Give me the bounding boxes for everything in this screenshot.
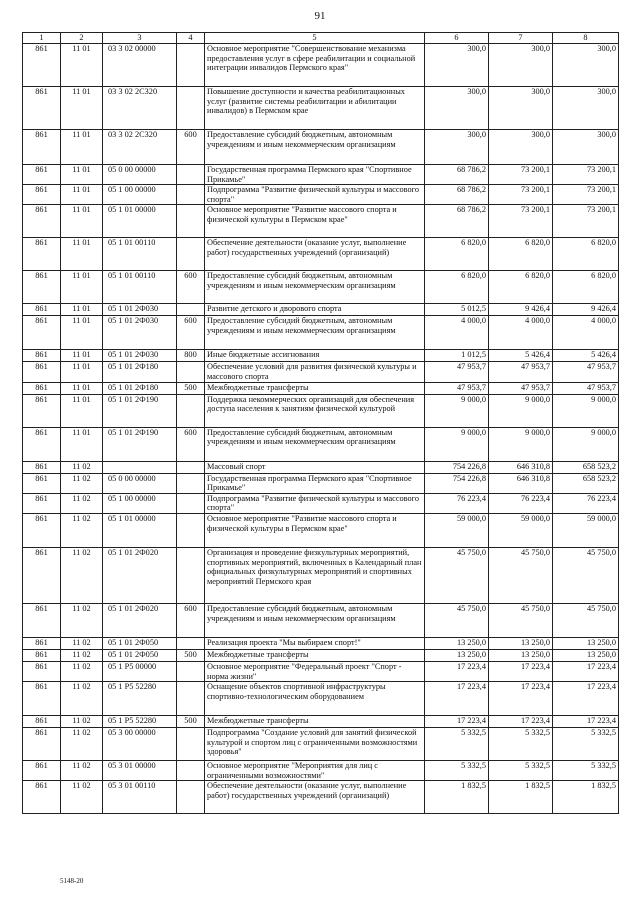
table-row	[23, 304, 619, 316]
cell-ministry-code: 861	[23, 682, 61, 716]
cell-expense-type	[177, 637, 205, 649]
header-col-1: 1	[23, 33, 61, 44]
cell-amount-3: 45 750,0	[553, 603, 619, 637]
cell-amount-2: 5 332,5	[489, 761, 553, 781]
cell-expense-type: 500	[177, 649, 205, 661]
cell-ministry-code: 861	[23, 493, 61, 513]
cell-target-code: 05 1 00 00000	[103, 185, 177, 205]
cell-target-code: 05 1 01 2Ф050	[103, 649, 177, 661]
table-row	[23, 781, 619, 814]
cell-amount-2: 300,0	[489, 44, 553, 87]
cell-amount-3: 5 332,5	[553, 761, 619, 781]
cell-ministry-code: 861	[23, 382, 61, 394]
cell-amount-1: 5 332,5	[425, 761, 489, 781]
cell-expense-type	[177, 661, 205, 681]
cell-ministry-code: 861	[23, 716, 61, 728]
cell-name: Межбюджетные трансферты	[205, 382, 425, 394]
cell-amount-3: 45 750,0	[553, 547, 619, 603]
cell-section-code: 11 01	[61, 130, 103, 165]
cell-amount-1: 17 223,4	[425, 682, 489, 716]
cell-expense-type	[177, 473, 205, 493]
cell-target-code: 05 1 01 2Ф190	[103, 427, 177, 461]
cell-name: Межбюджетные трансферты	[205, 649, 425, 661]
cell-amount-2: 73 200,1	[489, 185, 553, 205]
cell-amount-2: 17 223,4	[489, 661, 553, 681]
cell-expense-type	[177, 547, 205, 603]
cell-amount-3: 73 200,1	[553, 185, 619, 205]
cell-amount-1: 1 832,5	[425, 781, 489, 814]
cell-ministry-code: 861	[23, 461, 61, 473]
table-row	[23, 44, 619, 87]
cell-expense-type	[177, 362, 205, 382]
cell-expense-type	[177, 87, 205, 130]
cell-target-code: 05 1 P5 52280	[103, 682, 177, 716]
table-row	[23, 637, 619, 649]
cell-amount-1: 17 223,4	[425, 716, 489, 728]
cell-expense-type	[177, 761, 205, 781]
cell-ministry-code: 861	[23, 130, 61, 165]
cell-amount-3: 47 953,7	[553, 382, 619, 394]
cell-amount-2: 9 000,0	[489, 394, 553, 427]
header-col-8: 8	[553, 33, 619, 44]
cell-amount-2: 6 820,0	[489, 238, 553, 271]
cell-section-code: 11 02	[61, 716, 103, 728]
cell-name: Иные бюджетные ассигнования	[205, 350, 425, 362]
table-row	[23, 238, 619, 271]
cell-amount-3: 73 200,1	[553, 205, 619, 238]
cell-name: Предоставление субсидий бюджетным, автономным учреждениям и иным некоммерческим организациям	[205, 316, 425, 350]
cell-section-code: 11 01	[61, 238, 103, 271]
header-col-7: 7	[489, 33, 553, 44]
cell-amount-3: 9 000,0	[553, 427, 619, 461]
cell-section-code: 11 01	[61, 304, 103, 316]
cell-amount-3: 5 426,4	[553, 350, 619, 362]
cell-amount-3: 300,0	[553, 87, 619, 130]
table-row	[23, 728, 619, 761]
cell-amount-3: 17 223,4	[553, 661, 619, 681]
cell-amount-3: 658 523,2	[553, 473, 619, 493]
cell-expense-type: 600	[177, 130, 205, 165]
cell-amount-3: 73 200,1	[553, 165, 619, 185]
table-row	[23, 382, 619, 394]
cell-target-code: 05 3 01 00110	[103, 781, 177, 814]
cell-amount-1: 300,0	[425, 130, 489, 165]
cell-expense-type	[177, 461, 205, 473]
cell-name: Оснащение объектов спортивной инфраструктуры спортивно-технологическим оборудованием	[205, 682, 425, 716]
cell-ministry-code: 861	[23, 513, 61, 547]
cell-section-code: 11 02	[61, 637, 103, 649]
cell-amount-1: 6 820,0	[425, 271, 489, 304]
cell-amount-2: 5 426,4	[489, 350, 553, 362]
cell-expense-type	[177, 185, 205, 205]
cell-name: Обеспечение деятельности (оказание услуг, выполнение работ) государственных учреждений (организаций)	[205, 781, 425, 814]
cell-amount-3: 17 223,4	[553, 716, 619, 728]
cell-expense-type	[177, 781, 205, 814]
cell-amount-3: 300,0	[553, 130, 619, 165]
cell-section-code: 11 02	[61, 473, 103, 493]
cell-section-code: 11 02	[61, 761, 103, 781]
table-row	[23, 603, 619, 637]
cell-ministry-code: 861	[23, 637, 61, 649]
cell-expense-type	[177, 205, 205, 238]
cell-name: Поддержка некоммерческих организаций для обеспечения доступа населения к занятиям физической культурой	[205, 394, 425, 427]
cell-amount-2: 646 310,8	[489, 473, 553, 493]
cell-amount-3: 5 332,5	[553, 728, 619, 761]
cell-name: Подпрограмма "Развитие физической культуры и массового спорта"	[205, 185, 425, 205]
cell-ministry-code: 861	[23, 473, 61, 493]
header-row	[23, 33, 619, 44]
cell-ministry-code: 861	[23, 350, 61, 362]
cell-section-code: 11 01	[61, 382, 103, 394]
cell-amount-1: 68 786,2	[425, 185, 489, 205]
cell-amount-2: 47 953,7	[489, 382, 553, 394]
cell-ministry-code: 861	[23, 205, 61, 238]
cell-amount-1: 754 226,8	[425, 473, 489, 493]
cell-amount-1: 6 820,0	[425, 238, 489, 271]
table-row	[23, 661, 619, 681]
cell-target-code: 05 1 01 2Ф020	[103, 547, 177, 603]
cell-ministry-code: 861	[23, 547, 61, 603]
cell-section-code: 11 02	[61, 682, 103, 716]
table-row	[23, 394, 619, 427]
cell-amount-2: 4 000,0	[489, 316, 553, 350]
cell-section-code: 11 02	[61, 547, 103, 603]
cell-name: Основное мероприятие "Федеральный проект "Спорт - норма жизни"	[205, 661, 425, 681]
cell-amount-2: 1 832,5	[489, 781, 553, 814]
cell-name: Межбюджетные трансферты	[205, 716, 425, 728]
cell-expense-type	[177, 728, 205, 761]
cell-target-code: 05 1 P5 52280	[103, 716, 177, 728]
cell-name: Основное мероприятие "Развитие массового спорта и физической культуры в Пермском крае"	[205, 513, 425, 547]
cell-name: Государственная программа Пермского края "Спортивное Прикамье"	[205, 473, 425, 493]
cell-amount-2: 646 310,8	[489, 461, 553, 473]
cell-amount-1: 5 012,5	[425, 304, 489, 316]
cell-section-code: 11 01	[61, 165, 103, 185]
cell-section-code: 11 02	[61, 513, 103, 547]
cell-section-code: 11 01	[61, 350, 103, 362]
cell-amount-2: 45 750,0	[489, 547, 553, 603]
cell-expense-type: 600	[177, 271, 205, 304]
cell-section-code: 11 01	[61, 205, 103, 238]
cell-expense-type	[177, 394, 205, 427]
cell-amount-3: 6 820,0	[553, 238, 619, 271]
cell-section-code: 11 01	[61, 316, 103, 350]
cell-ministry-code: 861	[23, 394, 61, 427]
cell-name: Основное мероприятие "Мероприятия для лиц с ограниченными возможностями"	[205, 761, 425, 781]
table-row	[23, 427, 619, 461]
cell-name: Подпрограмма "Развитие физической культуры и массового спорта"	[205, 493, 425, 513]
header-col-2: 2	[61, 33, 103, 44]
cell-name: Повышение доступности и качества реабилитационных услуг (развитие системы реабилитации и абилитации инвалидов) в Пермском крае	[205, 87, 425, 130]
cell-ministry-code: 861	[23, 761, 61, 781]
table-row	[23, 682, 619, 716]
cell-amount-1: 59 000,0	[425, 513, 489, 547]
cell-target-code: 05 1 01 00000	[103, 205, 177, 238]
cell-amount-3: 6 820,0	[553, 271, 619, 304]
cell-amount-3: 13 250,0	[553, 637, 619, 649]
cell-target-code: 05 3 01 00000	[103, 761, 177, 781]
page-number: 91	[314, 10, 326, 22]
cell-amount-2: 17 223,4	[489, 682, 553, 716]
cell-ministry-code: 861	[23, 649, 61, 661]
cell-name: Массовый спорт	[205, 461, 425, 473]
cell-target-code: 03 3 02 00000	[103, 44, 177, 87]
cell-amount-1: 9 000,0	[425, 427, 489, 461]
cell-target-code: 05 1 01 2Ф050	[103, 637, 177, 649]
header-col-3: 3	[103, 33, 177, 44]
cell-section-code: 11 02	[61, 781, 103, 814]
cell-amount-3: 13 250,0	[553, 649, 619, 661]
cell-amount-3: 9 426,4	[553, 304, 619, 316]
cell-expense-type	[177, 304, 205, 316]
cell-target-code: 05 1 01 00000	[103, 513, 177, 547]
cell-target-code: 05 1 01 2Ф180	[103, 362, 177, 382]
cell-amount-2: 45 750,0	[489, 603, 553, 637]
footer-code: 5148-20	[60, 877, 84, 885]
cell-section-code: 11 01	[61, 362, 103, 382]
budget-table	[22, 32, 619, 814]
cell-amount-1: 5 332,5	[425, 728, 489, 761]
header-col-6: 6	[425, 33, 489, 44]
cell-ministry-code: 861	[23, 781, 61, 814]
cell-ministry-code: 861	[23, 165, 61, 185]
cell-ministry-code: 861	[23, 87, 61, 130]
cell-ministry-code: 861	[23, 362, 61, 382]
cell-amount-2: 9 000,0	[489, 427, 553, 461]
cell-amount-1: 300,0	[425, 87, 489, 130]
cell-amount-2: 47 953,7	[489, 362, 553, 382]
cell-ministry-code: 861	[23, 185, 61, 205]
cell-amount-1: 68 786,2	[425, 165, 489, 185]
cell-amount-2: 13 250,0	[489, 637, 553, 649]
table-row	[23, 716, 619, 728]
cell-amount-1: 4 000,0	[425, 316, 489, 350]
cell-ministry-code: 861	[23, 603, 61, 637]
header-col-4: 4	[177, 33, 205, 44]
cell-amount-3: 1 832,5	[553, 781, 619, 814]
cell-section-code: 11 02	[61, 649, 103, 661]
cell-amount-1: 300,0	[425, 44, 489, 87]
cell-target-code: 05 0 00 00000	[103, 473, 177, 493]
cell-amount-1: 68 786,2	[425, 205, 489, 238]
cell-amount-2: 300,0	[489, 130, 553, 165]
cell-expense-type: 600	[177, 603, 205, 637]
table-row	[23, 185, 619, 205]
cell-ministry-code: 861	[23, 661, 61, 681]
cell-expense-type	[177, 238, 205, 271]
cell-target-code: 05 3 00 00000	[103, 728, 177, 761]
cell-amount-1: 45 750,0	[425, 547, 489, 603]
cell-amount-1: 76 223,4	[425, 493, 489, 513]
cell-target-code: 05 1 01 2Ф020	[103, 603, 177, 637]
table-row	[23, 362, 619, 382]
cell-expense-type: 600	[177, 316, 205, 350]
cell-amount-1: 45 750,0	[425, 603, 489, 637]
cell-amount-1: 1 012,5	[425, 350, 489, 362]
cell-amount-2: 300,0	[489, 87, 553, 130]
cell-name: Обеспечение условий для развития физической культуры и массового спорта	[205, 362, 425, 382]
cell-amount-1: 47 953,7	[425, 382, 489, 394]
cell-name: Предоставление субсидий бюджетным, автономным учреждениям и иным некоммерческим организациям	[205, 427, 425, 461]
cell-amount-2: 13 250,0	[489, 649, 553, 661]
cell-expense-type	[177, 513, 205, 547]
cell-amount-2: 6 820,0	[489, 271, 553, 304]
cell-target-code: 03 3 02 2С320	[103, 130, 177, 165]
cell-expense-type	[177, 165, 205, 185]
table-row	[23, 87, 619, 130]
cell-expense-type: 600	[177, 427, 205, 461]
cell-name: Государственная программа Пермского края "Спортивное Прикамье"	[205, 165, 425, 185]
cell-expense-type	[177, 44, 205, 87]
table-row	[23, 513, 619, 547]
cell-expense-type	[177, 682, 205, 716]
cell-section-code: 11 02	[61, 661, 103, 681]
cell-target-code: 05 1 01 2Ф030	[103, 350, 177, 362]
cell-ministry-code: 861	[23, 44, 61, 87]
cell-target-code: 05 1 P5 00000	[103, 661, 177, 681]
cell-amount-1: 17 223,4	[425, 661, 489, 681]
cell-section-code: 11 01	[61, 394, 103, 427]
cell-target-code: 05 1 01 2Ф030	[103, 304, 177, 316]
cell-amount-1: 47 953,7	[425, 362, 489, 382]
cell-amount-2: 73 200,1	[489, 205, 553, 238]
cell-amount-1: 13 250,0	[425, 637, 489, 649]
cell-section-code: 11 02	[61, 493, 103, 513]
cell-amount-1: 9 000,0	[425, 394, 489, 427]
cell-amount-2: 59 000,0	[489, 513, 553, 547]
header-col-5: 5	[205, 33, 425, 44]
cell-amount-2: 5 332,5	[489, 728, 553, 761]
table-row	[23, 316, 619, 350]
cell-amount-3: 59 000,0	[553, 513, 619, 547]
table-row	[23, 761, 619, 781]
cell-target-code: 05 1 01 00110	[103, 271, 177, 304]
table-row	[23, 130, 619, 165]
cell-name: Подпрограмма "Создание условий для занятий физической культурой и спортом лиц с ограниченными возможностями здоровья"	[205, 728, 425, 761]
table-row	[23, 493, 619, 513]
cell-expense-type	[177, 493, 205, 513]
cell-target-code: 05 1 01 2Ф030	[103, 316, 177, 350]
cell-ministry-code: 861	[23, 304, 61, 316]
cell-ministry-code: 861	[23, 427, 61, 461]
cell-expense-type: 500	[177, 716, 205, 728]
cell-name: Предоставление субсидий бюджетным, автономным учреждениям и иным некоммерческим организациям	[205, 130, 425, 165]
table-row	[23, 461, 619, 473]
cell-amount-3: 47 953,7	[553, 362, 619, 382]
cell-name: Развитие детского и дворового спорта	[205, 304, 425, 316]
table-row	[23, 350, 619, 362]
cell-section-code: 11 01	[61, 271, 103, 304]
cell-target-code	[103, 461, 177, 473]
cell-name: Предоставление субсидий бюджетным, автономным учреждениям и иным некоммерческим организациям	[205, 271, 425, 304]
table-row	[23, 165, 619, 185]
table-row	[23, 649, 619, 661]
cell-ministry-code: 861	[23, 271, 61, 304]
cell-amount-2: 17 223,4	[489, 716, 553, 728]
cell-amount-3: 17 223,4	[553, 682, 619, 716]
cell-target-code: 05 0 00 00000	[103, 165, 177, 185]
cell-name: Организация и проведение физкультурных мероприятий, спортивных мероприятий, включенных в Календарный план официальных физкультурных мероприятий и спортивных мероприятий Пермского края	[205, 547, 425, 603]
cell-ministry-code: 861	[23, 728, 61, 761]
cell-section-code: 11 01	[61, 87, 103, 130]
cell-target-code: 05 1 01 2Ф190	[103, 394, 177, 427]
cell-amount-3: 76 223,4	[553, 493, 619, 513]
cell-section-code: 11 02	[61, 728, 103, 761]
cell-name: Обеспечение деятельности (оказание услуг, выполнение работ) государственных учреждений (организаций)	[205, 238, 425, 271]
cell-name: Основное мероприятие "Развитие массового спорта и физической культуры в Пермском крае"	[205, 205, 425, 238]
cell-amount-1: 13 250,0	[425, 649, 489, 661]
cell-amount-3: 300,0	[553, 44, 619, 87]
cell-amount-2: 9 426,4	[489, 304, 553, 316]
table-row	[23, 547, 619, 603]
cell-target-code: 03 3 02 2С320	[103, 87, 177, 130]
cell-expense-type: 800	[177, 350, 205, 362]
cell-target-code: 05 1 01 2Ф180	[103, 382, 177, 394]
cell-amount-2: 76 223,4	[489, 493, 553, 513]
cell-section-code: 11 02	[61, 603, 103, 637]
cell-name: Предоставление субсидий бюджетным, автономным учреждениям и иным некоммерческим организациям	[205, 603, 425, 637]
cell-target-code: 05 1 01 00110	[103, 238, 177, 271]
cell-amount-1: 754 226,8	[425, 461, 489, 473]
cell-section-code: 11 01	[61, 427, 103, 461]
cell-ministry-code: 861	[23, 238, 61, 271]
cell-section-code: 11 01	[61, 44, 103, 87]
cell-amount-3: 4 000,0	[553, 316, 619, 350]
cell-section-code: 11 02	[61, 461, 103, 473]
table-row	[23, 473, 619, 493]
cell-name: Реализация проекта "Мы выбираем спорт!"	[205, 637, 425, 649]
table-row	[23, 271, 619, 304]
cell-section-code: 11 01	[61, 185, 103, 205]
cell-name: Основное мероприятие "Совершенствование механизма предоставления услуг в сфере реабилитации и социальной интеграции инвалидов Пермского края"	[205, 44, 425, 87]
cell-target-code: 05 1 00 00000	[103, 493, 177, 513]
cell-ministry-code: 861	[23, 316, 61, 350]
table-row	[23, 205, 619, 238]
cell-amount-2: 73 200,1	[489, 165, 553, 185]
cell-amount-3: 658 523,2	[553, 461, 619, 473]
cell-amount-3: 9 000,0	[553, 394, 619, 427]
cell-expense-type: 500	[177, 382, 205, 394]
